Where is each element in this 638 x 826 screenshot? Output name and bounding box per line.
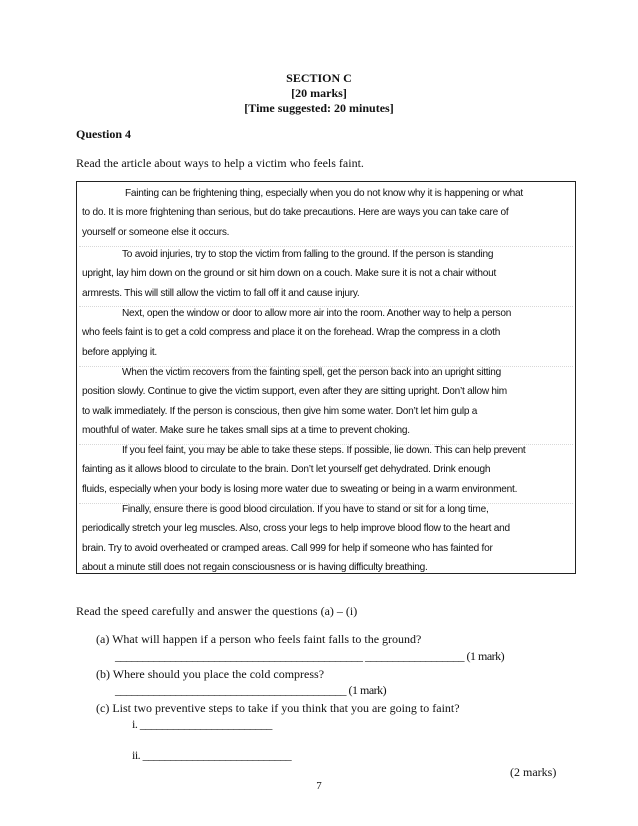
question-a-answer-blank[interactable]: _____________________________________________ __________________ (1 mark) [115,649,505,663]
reading-instruction: Read the speed carefully and answer the questions (a) – (i) [76,604,358,618]
question-c-answer-ii[interactable]: ii. ___________________________ [132,748,292,762]
article-paragraph-2 [82,245,570,303]
article-paragraph-6 [82,500,570,578]
section-time-suggested: [Time suggested: 20 minutes] [244,101,394,115]
question-intro: Read the article about ways to help a victim who feels faint. [76,156,364,170]
article-line: When the victim recovers from the fainting spell, get the person back into an upright sitting [122,367,502,378]
article-line: Fainting can be frightening thing, especially when you do not know why it is happening or what [125,188,523,199]
article-paragraph-3 [82,304,570,362]
article-line: periodically stretch your leg muscles. Also, cross your legs to help improve blood flow to the heart and [82,523,510,535]
page-number: 7 [316,780,322,792]
article-line: upright, lay him down on the ground or sit him down on a couch. Make sure it is not a chair without [82,268,496,280]
article-line: before applying it. [82,346,157,358]
section-marks: [20 marks] [291,86,347,100]
question-a-text: (a) What will happen if a person who feels faint falls to the ground? [96,632,422,646]
question-b-text: (b) Where should you place the cold compress? [96,667,325,681]
question-title: Question 4 [76,127,132,141]
article-line: about a minute still does not regain consciousness or is having difficulty breathing. [82,562,428,574]
question-c-marks: (2 marks) [510,765,557,779]
article-line: armrests. This will still allow the victim to fall off it and cause injury. [82,287,360,299]
article-line: If you feel faint, you may be able to take these steps. If possible, lie down. This can help prevent [122,445,526,456]
article-box [76,181,576,574]
article-line: who feels faint is to get a cold compress and place it on the forehead. Wrap the compress in a cloth [82,327,501,339]
article-line: to walk immediately. If the person is conscious, then give him some water. Don’t let him gulp a [82,405,478,417]
article-paragraph-4 [82,363,570,441]
article-line: To avoid injuries, try to stop the victim from falling to the ground. If the person is standing [122,249,494,260]
article-line: Next, open the window or door to allow more air into the room. Another way to help a person [122,308,512,319]
article-paragraph-1 [82,184,570,242]
question-c-answer-i[interactable]: i. ________________________ [132,717,272,731]
article-line: position slowly. Continue to give the victim support, even after they are sitting upright. Don’t allow him [82,386,507,398]
question-c-text: (c) List two preventive steps to take if you think that you are going to faint? [96,701,460,715]
article-line: Finally, ensure there is good blood circulation. If you have to stand or sit for a long time, [122,504,489,515]
article-line: mouthful of water. Make sure he takes small sips at a time to prevent choking. [82,425,410,437]
question-b-answer-blank[interactable]: __________________________________________ (1 mark) [115,683,387,697]
article-line: fluids, especially when your body is losing more water due to sweating or being in a warm environment. [82,483,518,495]
article-line: to do. It is more frightening than serious, but do take precautions. Here are ways you can take care of [82,207,509,219]
article-line: yourself or someone else it occurs. [82,226,230,238]
article-line: brain. Try to avoid overheated or cramped areas. Call 999 for help if someone who has fainted for [82,542,493,554]
article-line: fainting as it allows blood to circulate to the brain. Don’t let yourself get dehydrated. Drink enough [82,464,491,476]
section-title: SECTION C [286,71,352,85]
article-paragraph-5 [82,441,570,499]
